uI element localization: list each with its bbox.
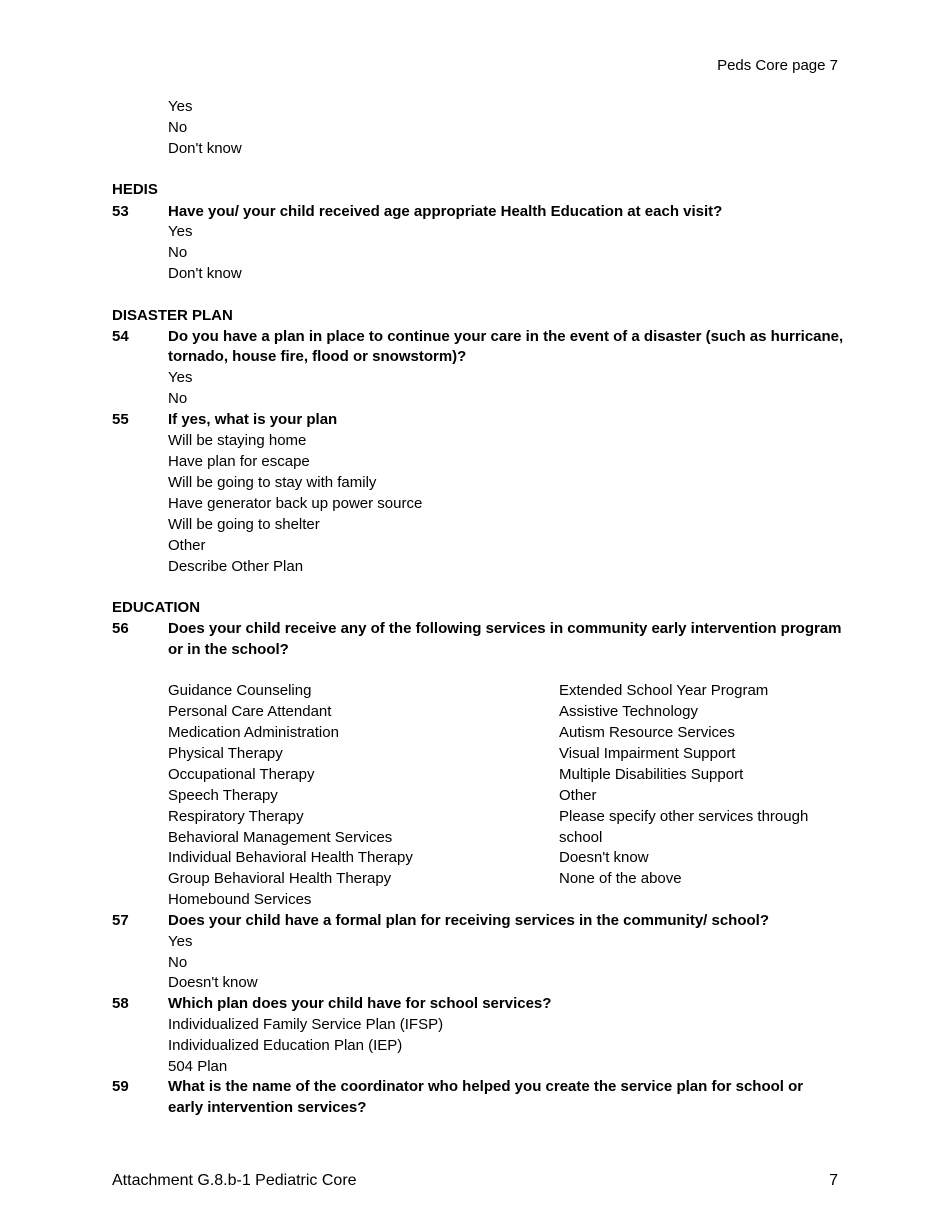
question-number-58: 58 <box>112 995 129 1012</box>
q57-option: Yes <box>168 933 193 950</box>
footer-page-number: 7 <box>829 1172 838 1189</box>
q56-service-option: school <box>559 829 603 846</box>
question-55-text: If yes, what is your plan <box>168 411 338 428</box>
q56-service-option: Group Behavioral Health Therapy <box>168 870 392 887</box>
question-58-text: Which plan does your child have for school services? <box>168 995 552 1012</box>
option-yes: Yes <box>168 98 193 115</box>
q53-option: Yes <box>168 223 193 240</box>
question-54-line2: tornado, house fire, flood or snowstorm)? <box>168 348 467 365</box>
option-no: No <box>168 119 188 136</box>
q57-option: No <box>168 954 188 971</box>
q56-service-option: Doesn't know <box>559 849 649 866</box>
q56-service-option: Multiple Disabilities Support <box>559 766 744 783</box>
q57-option: Doesn't know <box>168 974 258 991</box>
question-number-55: 55 <box>112 411 129 428</box>
q55-option: Describe Other Plan <box>168 558 304 575</box>
option-dont-know: Don't know <box>168 140 242 157</box>
q56-service-option: Occupational Therapy <box>168 766 315 783</box>
question-number-57: 57 <box>112 912 129 929</box>
question-56-line1: Does your child receive any of the following services in community early intervention program <box>168 620 842 637</box>
q58-option: Individualized Education Plan (IEP) <box>168 1037 403 1054</box>
q54-option: Yes <box>168 369 193 386</box>
q56-service-option: Medication Administration <box>168 724 339 741</box>
q55-option: Will be staying home <box>168 432 307 449</box>
q56-service-option: Respiratory Therapy <box>168 808 304 825</box>
q58-option: Individualized Family Service Plan (IFSP) <box>168 1016 444 1033</box>
question-53-text: Have you/ your child received age appropriate Health Education at each visit? <box>168 203 723 220</box>
q55-option: Will be going to stay with family <box>168 474 377 491</box>
q56-service-option: Please specify other services through <box>559 808 809 825</box>
q58-option: 504 Plan <box>168 1058 228 1075</box>
question-number-59: 59 <box>112 1078 129 1095</box>
section-heading-education: EDUCATION <box>112 599 201 616</box>
q55-option: Other <box>168 537 206 554</box>
q53-option: No <box>168 244 188 261</box>
question-number-53: 53 <box>112 203 129 220</box>
q56-service-option: Individual Behavioral Health Therapy <box>168 849 413 866</box>
q56-service-option: Extended School Year Program <box>559 682 769 699</box>
footer-attachment-label: Attachment G.8.b-1 Pediatric Core <box>112 1172 357 1189</box>
q56-service-option: Other <box>559 787 597 804</box>
q54-option: No <box>168 390 188 407</box>
q56-service-option: Homebound Services <box>168 891 312 908</box>
q56-service-option: Speech Therapy <box>168 787 278 804</box>
q53-option: Don't know <box>168 265 242 282</box>
question-59-line1: What is the name of the coordinator who helped you create the service plan for school or <box>168 1078 804 1095</box>
q55-option: Will be going to shelter <box>168 516 320 533</box>
q55-option: Have generator back up power source <box>168 495 423 512</box>
page-header-label: Peds Core page 7 <box>717 57 838 74</box>
question-59-line2: early intervention services? <box>168 1099 367 1116</box>
q56-service-option: Autism Resource Services <box>559 724 735 741</box>
question-56-line2: or in the school? <box>168 641 289 658</box>
q56-service-option: Guidance Counseling <box>168 682 312 699</box>
q56-service-option: Assistive Technology <box>559 703 698 720</box>
question-number-54: 54 <box>112 328 129 345</box>
q56-service-option: Personal Care Attendant <box>168 703 332 720</box>
q56-service-option: Visual Impairment Support <box>559 745 736 762</box>
q56-service-option: Physical Therapy <box>168 745 283 762</box>
section-heading-disaster-plan: DISASTER PLAN <box>112 307 233 324</box>
question-57-text: Does your child have a formal plan for receiving services in the community/ school? <box>168 912 770 929</box>
section-heading-hedis: HEDIS <box>112 181 158 198</box>
q55-option: Have plan for escape <box>168 453 310 470</box>
question-number-56: 56 <box>112 620 129 637</box>
q56-service-option: None of the above <box>559 870 682 887</box>
q56-service-option: Behavioral Management Services <box>168 829 393 846</box>
question-54-line1: Do you have a plan in place to continue your care in the event of a disaster (such as hurricane, <box>168 328 844 345</box>
